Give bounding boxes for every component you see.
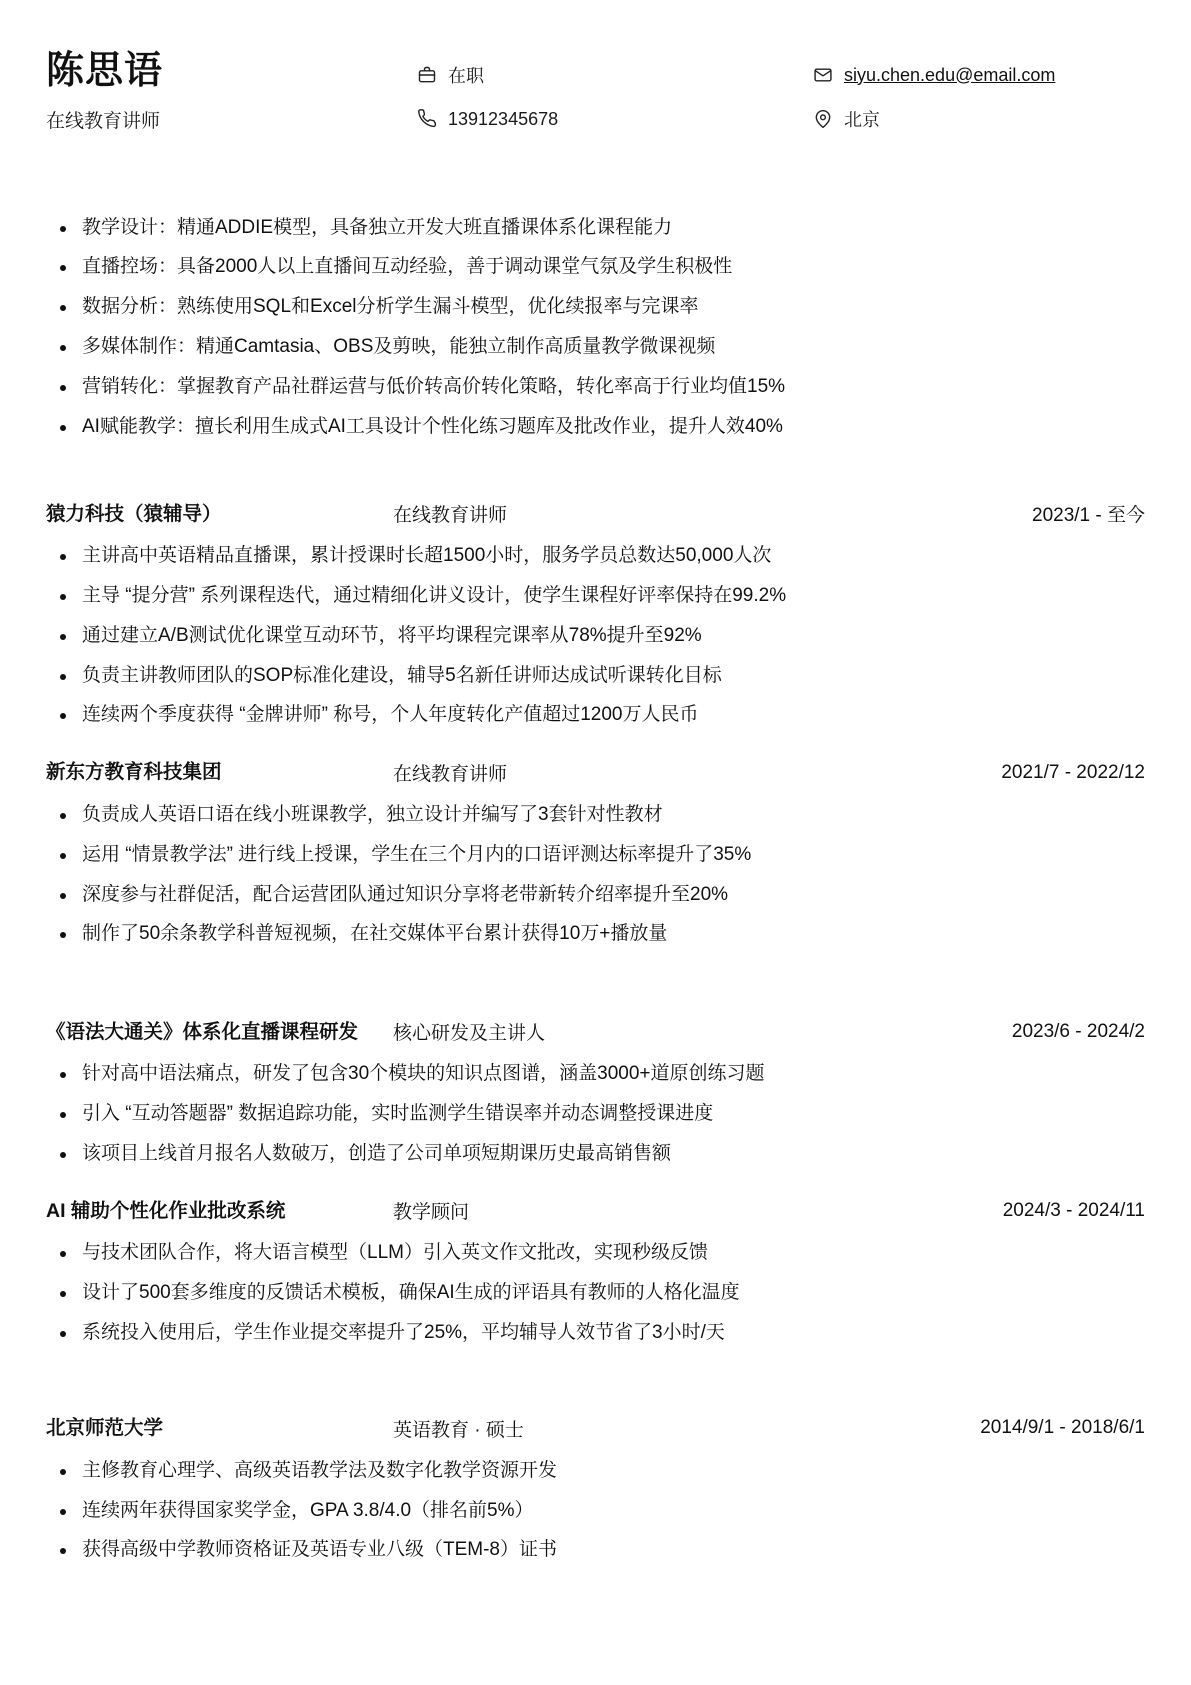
experience-entry	[46, 759, 1145, 950]
entry-header	[46, 1197, 1145, 1224]
list-item: 负责主讲教师团队的SOP标准化建设，辅导5名新任讲师达成试听课转化目标	[46, 661, 1145, 692]
entry-role: 在线教育讲师	[393, 764, 508, 786]
section-experience	[46, 500, 1145, 950]
contact-phone-text: 13912345678	[448, 108, 559, 129]
list-item: 多媒体制作：精通Camtasia、OBS及剪映，能独立制作高质量教学微课视频	[46, 332, 1145, 363]
contact-location-text: 北京	[844, 110, 880, 130]
entry-date: 2023/6 - 2024/2	[1011, 1020, 1145, 1042]
contact-email[interactable]	[766, 64, 1145, 86]
list-item: 引入 “互动答题器” 数据追踪功能，实时监测学生错误率并动态调整授课进度	[46, 1099, 1145, 1130]
list-item: 获得高级中学教师资格证及英语专业八级（TEM-8）证书	[46, 1535, 1145, 1566]
list-item: 系统投入使用后，学生作业提交率提升了25%，平均辅导人效节省了3小时/天	[46, 1318, 1145, 1349]
contact-email-text[interactable]: siyu.chen.edu@email.com	[844, 64, 1056, 85]
section-skills	[46, 213, 1145, 443]
section-education	[46, 1415, 1145, 1566]
entry-organization: AI 辅助个性化作业批改系统	[46, 1199, 286, 1222]
list-item: 主讲高中英语精品直播课，累计授课时长超1500小时，服务学员总数达50,000人次	[46, 541, 1145, 572]
skills-list	[46, 213, 1145, 443]
entry-organization: 北京师范大学	[46, 1417, 164, 1440]
section-projects	[46, 1018, 1145, 1349]
list-item: 营销转化：掌握教育产品社群运营与低价转高价转化策略，转化率高于行业均值15%	[46, 372, 1145, 403]
project-entry	[46, 1018, 1145, 1169]
list-item: 通过建立A/B测试优化课堂互动环节，将平均课程完课率从78%提升至92%	[46, 621, 1145, 652]
entry-organization: 猿力科技（猿辅导）	[46, 502, 222, 525]
briefcase-icon	[416, 64, 438, 86]
contact-row-2	[416, 106, 1145, 132]
candidate-name: 陈思语	[46, 50, 164, 92]
contact-location	[766, 106, 1145, 132]
experience-entry	[46, 500, 1145, 731]
list-item: AI赋能教学：擅长利用生成式AI工具设计个性化练习题库及批改作业，提升人效40%	[46, 412, 1145, 443]
entry-role: 核心研发及主讲人	[393, 1023, 546, 1045]
contact-row-1	[416, 62, 1145, 88]
list-item: 直播控场：具备2000人以上直播间互动经验，善于调动课堂气氛及学生积极性	[46, 252, 1145, 283]
entry-date: 2021/7 - 2022/12	[1001, 761, 1145, 783]
contact-block	[416, 50, 1145, 132]
entry-header	[46, 500, 1145, 527]
header-identity	[46, 50, 416, 133]
entry-date: 2014/9/1 - 2018/6/1	[980, 1417, 1145, 1439]
entry-organization: 《语法大通关》体系化直播课程研发	[46, 1020, 359, 1043]
list-item: 主导 “提分营” 系列课程迭代，通过精细化讲义设计，使学生课程好评率保持在99.2%	[46, 581, 1145, 612]
candidate-headline: 在线教育讲师	[46, 110, 161, 132]
entry-header	[46, 1018, 1145, 1045]
entry-date: 2024/3 - 2024/11	[1002, 1199, 1145, 1221]
map-pin-icon	[812, 108, 834, 130]
entry-bullets	[46, 541, 1145, 731]
entry-bullets	[46, 1456, 1145, 1566]
list-item: 负责成人英语口语在线小班课教学，独立设计并编写了3套针对性教材	[46, 800, 1145, 831]
list-item: 数据分析：熟练使用SQL和Excel分析学生漏斗模型，优化续报率与完课率	[46, 292, 1145, 323]
entry-organization: 新东方教育科技集团	[46, 761, 222, 784]
list-item: 连续两年获得国家奖学金，GPA 3.8/4.0（排名前5%）	[46, 1496, 1145, 1527]
contact-status-text: 在职	[448, 66, 484, 86]
list-item: 教学设计：精通ADDIE模型，具备独立开发大班直播课体系化课程能力	[46, 213, 1145, 244]
entry-role: 在线教育讲师	[393, 505, 508, 527]
contact-phone	[416, 108, 766, 130]
list-item: 主修教育心理学、高级英语教学法及数字化教学资源开发	[46, 1456, 1145, 1487]
entry-role: 英语教育 · 硕士	[393, 1419, 524, 1441]
list-item: 运用 “情景教学法” 进行线上授课，学生在三个月内的口语评测达标率提升了35%	[46, 840, 1145, 871]
entry-role: 教学顾问	[393, 1202, 470, 1224]
resume-header	[46, 44, 1145, 133]
envelope-icon	[812, 64, 834, 86]
entry-header	[46, 759, 1145, 786]
entry-bullets	[46, 1059, 1145, 1169]
list-item: 设计了500套多维度的反馈话术模板，确保AI生成的评语具有教师的人格化温度	[46, 1278, 1145, 1309]
list-item: 深度参与社群促活，配合运营团队通过知识分享将老带新转介绍率提升至20%	[46, 880, 1145, 911]
phone-icon	[416, 108, 438, 130]
list-item: 制作了50余条教学科普短视频，在社交媒体平台累计获得10万+播放量	[46, 919, 1145, 950]
list-item: 连续两个季度获得 “金牌讲师” 称号，个人年度转化产值超过1200万人民币	[46, 700, 1145, 731]
list-item: 针对高中语法痛点，研发了包含30个模块的知识点图谱，涵盖3000+道原创练习题	[46, 1059, 1145, 1090]
entry-header	[46, 1415, 1145, 1442]
project-entry	[46, 1197, 1145, 1348]
education-entry	[46, 1415, 1145, 1566]
contact-status	[416, 62, 766, 88]
entry-bullets	[46, 1238, 1145, 1348]
list-item: 该项目上线首月报名人数破万，创造了公司单项短期课历史最高销售额	[46, 1139, 1145, 1170]
list-item: 与技术团队合作，将大语言模型（LLM）引入英文作文批改，实现秒级反馈	[46, 1238, 1145, 1269]
entry-bullets	[46, 800, 1145, 950]
entry-date: 2023/1 - 至今	[1032, 505, 1145, 527]
